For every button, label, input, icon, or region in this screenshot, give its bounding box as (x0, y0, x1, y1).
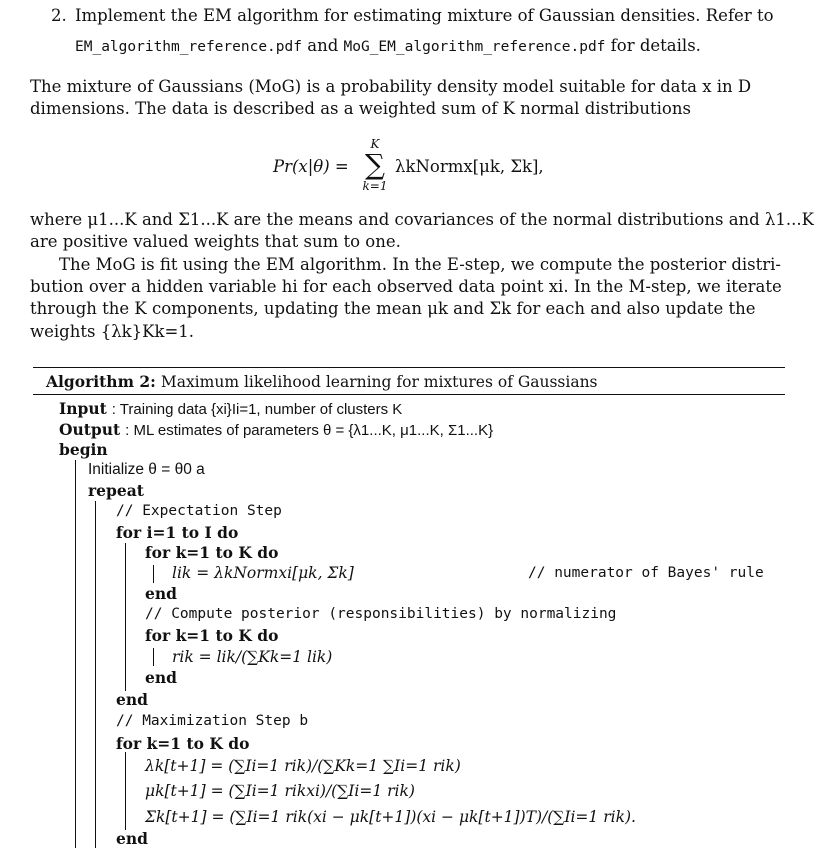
intro-p2-line1: where μ1...K and Σ1...K are the means and covariances of the normal distributions and λ1...K (30, 210, 814, 229)
for-k-line-2: for k=1 to K do (145, 626, 279, 645)
end-for-k-2: end (145, 668, 177, 687)
intro-p3-line3: through the K components, updating the mean μk and Σk for each and also update the (30, 299, 756, 318)
equation-lhs: Pr(x|θ) = (273, 157, 349, 176)
comment-expectation: // Expectation Step (116, 503, 282, 519)
input-label: Input (59, 399, 107, 418)
for-k-line-3: for k=1 to K do (116, 734, 250, 753)
task-tail: for details. (610, 36, 701, 55)
input-text: : Training data {xi}Ii=1, number of clusters K (111, 401, 403, 418)
comment-bayes: // numerator of Bayes' rule (528, 565, 764, 581)
algorithm-output (59, 420, 493, 439)
sigma-update: Σk[t+1] = (∑Ii=1 rik(xi − μk[t+1])(xi − μk[t+1])T)/(∑Ii=1 rik). (145, 808, 636, 826)
comment-posterior: // Compute posterior (responsibilities) by normalizing (145, 606, 617, 622)
comment-maximization: // Maximization Step b (116, 713, 309, 729)
reference-file-1[interactable]: EM_algorithm_reference.pdf (75, 39, 302, 55)
for-k-line-1: for k=1 to K do (145, 543, 279, 562)
end-for-i: end (116, 690, 148, 709)
reference-file-2[interactable]: MoG_EM_algorithm_reference.pdf (343, 39, 606, 55)
for-k-m-block-bar (125, 752, 126, 830)
for-i-block-bar (125, 543, 126, 691)
repeat-keyword: repeat (88, 481, 144, 500)
algorithm-top-rule (33, 367, 785, 368)
for-k-block-bar-1 (153, 565, 154, 583)
equation-rhs: λkNormx[μk, Σk], (395, 157, 544, 176)
intro-p3-line2: bution over a hidden variable hi for each observed data point xi. In the M-step, we iterate (30, 277, 782, 296)
begin-keyword: begin (59, 440, 108, 459)
algorithm-input (59, 399, 402, 418)
intro-p1-line1: The mixture of Gaussians (MoG) is a probability density model suitable for data x in D (30, 77, 752, 96)
begin-block-bar (75, 460, 76, 848)
intro-p3-line4: weights {λk}Kk=1. (30, 322, 195, 341)
intro-p1-line2: dimensions. The data is described as a weighted sum of K normal distributions (30, 99, 691, 118)
and-word: and (307, 36, 339, 55)
task-number: 2. (51, 6, 67, 25)
repeat-block-bar (95, 501, 96, 848)
output-label: Output (59, 420, 121, 439)
end-for-k-1: end (145, 584, 177, 603)
algorithm-caption-label: Algorithm 2: (46, 372, 156, 391)
task-line2 (75, 36, 701, 55)
algorithm-caption (46, 372, 598, 391)
rik-line: rik = lik/(∑Kk=1 lik) (172, 648, 333, 666)
init-line: Initialize θ = θ0 a (88, 461, 205, 478)
lik-line: lik = λkNormxi[μk, Σk] (172, 564, 354, 582)
algorithm-caption-text: Maximum likelihood learning for mixtures of Gaussians (160, 373, 598, 391)
task-line1: Implement the EM algorithm for estimating mixture of Gaussian densities. Refer to (75, 6, 774, 25)
for-k-block-bar-2 (153, 648, 154, 666)
equation-sum: K ∑ k=1 (362, 137, 388, 193)
intro-p3-line1: The MoG is fit using the EM algorithm. In the E-step, we compute the posterior distri- (59, 255, 782, 274)
lambda-update: λk[t+1] = (∑Ii=1 rik)/(∑Kk=1 ∑Ii=1 rik) (145, 757, 461, 775)
intro-p2-line2: are positive valued weights that sum to one. (30, 232, 401, 251)
end-for-k-3: end (116, 829, 148, 848)
algorithm-caption-rule (33, 394, 785, 395)
output-text: : ML estimates of parameters θ = {λ1...K, μ1...K, Σ1...K} (125, 422, 494, 439)
for-i-line: for i=1 to I do (116, 523, 239, 542)
mu-update: μk[t+1] = (∑Ii=1 rikxi)/(∑Ii=1 rik) (145, 782, 415, 800)
